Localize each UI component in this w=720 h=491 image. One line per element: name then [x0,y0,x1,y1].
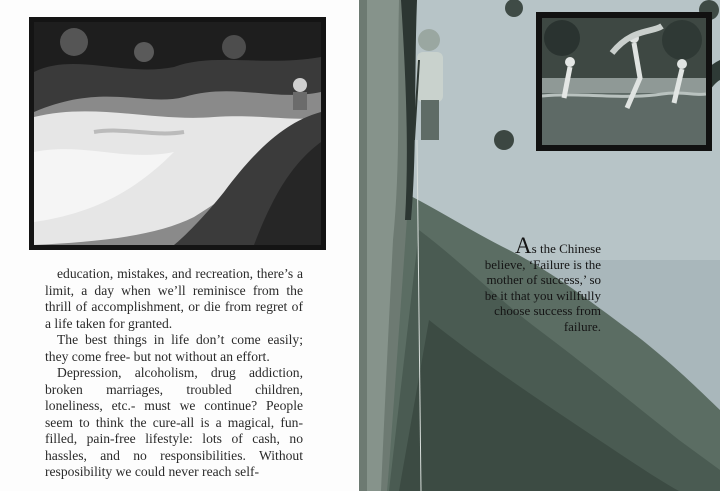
pull-quote-text: s the Chinese believe, ‘Failure is the mother of success,’ so be it that you willfully choose success from failure. [484,241,601,334]
river-rapids-image [34,22,321,245]
left-page [0,0,358,491]
jumping-kids-photo [536,12,712,151]
drop-cap: A [515,233,532,258]
paragraph: The best things in life don’t come easily; they come free- but not without an effort. [45,332,303,364]
paragraph: education, mistakes, and recreation, there’s a limit, a day when we’ll reminisce from the thrill of accomplishment, or die from regret of a life taken for granted. [45,266,303,331]
article-body [45,266,303,481]
jumping-kids-image [542,18,706,145]
pull-quote [483,233,601,335]
right-page [359,0,720,491]
paragraph: Depression, alcoholism, drug addiction, broken marriages, troubled children, loneliness, etc.- must we continue? People seem to think the cure-all is a magical, fun-filled, pain-free lifestyle: lots of cash, no hassles, and no responsibilities. Without resposibility we could never reach self- [45,365,303,479]
river-rapids-photo [29,17,326,250]
